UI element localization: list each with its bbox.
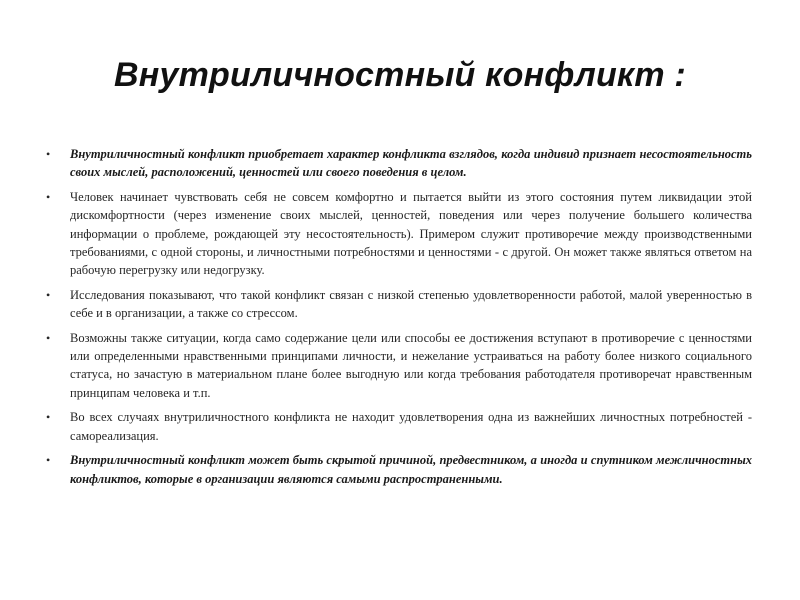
bullet-text: Человек начинает чувствовать себя не совсем комфортно и пытается выйти из этого состояния путем ликвидации этой дискомфортности (через изменение своих мыслей, ценностей, поведения или через получение большего количества информации о проблеме, рождающей эту несостоятельность). Примером служит противоречие между производственными требованиями, с одной стороны, и личностными потребностями и ценностями - с другой. Он может также являться ответом на рабочую перегрузку или недогрузку.	[70, 189, 752, 278]
bullet-dot-icon: •	[46, 147, 51, 161]
bullet-dot-icon: •	[46, 189, 51, 204]
slide-title: Внутриличностный конфликт :	[114, 56, 686, 94]
bullet-item	[44, 145, 752, 182]
bullet-list	[44, 145, 752, 494]
bullet-text: Возможны также ситуации, когда само содержание цели или способы ее достижения вступают в противоречие с ценностями или определенными нравственными принципами личности, и нежелание устраиваться на работу более низкого социального статуса, но зачастую в материальном плане более выгодную или когда требования работодателя противоречат нравственным принципам человека и т.п.	[70, 330, 752, 400]
bullet-item	[44, 451, 752, 488]
bullet-text: Внутриличностный конфликт приобретает характер конфликта взглядов, когда индивид признает несостоятельность своих мыслей, расположений, ценностей или своего поведения в целом.	[70, 147, 752, 180]
bullet-dot-icon: •	[46, 410, 51, 425]
bullet-dot-icon: •	[46, 453, 51, 468]
bullet-item	[44, 408, 752, 445]
bullet-item	[44, 286, 752, 323]
bullet-text: Во всех случаях внутриличностного конфликта не находит удовлетворения одна из важнейших личностных потребностей - самореализация.	[70, 410, 752, 443]
bullet-dot-icon: •	[46, 330, 51, 345]
bullet-item	[44, 188, 752, 280]
bullet-text: Исследования показывают, что такой конфликт связан с низкой степенью удовлетворенности работой, малой уверенностью в себе и в организации, а также со стрессом.	[70, 287, 752, 321]
bullet-item	[44, 329, 752, 403]
bullet-dot-icon: •	[46, 287, 51, 302]
bullet-text: Внутриличностный конфликт может быть скрытой причиной, предвестником, а иногда и спутником межличностных конфликтов, которые в организации являются самыми распространенными.	[70, 453, 752, 486]
